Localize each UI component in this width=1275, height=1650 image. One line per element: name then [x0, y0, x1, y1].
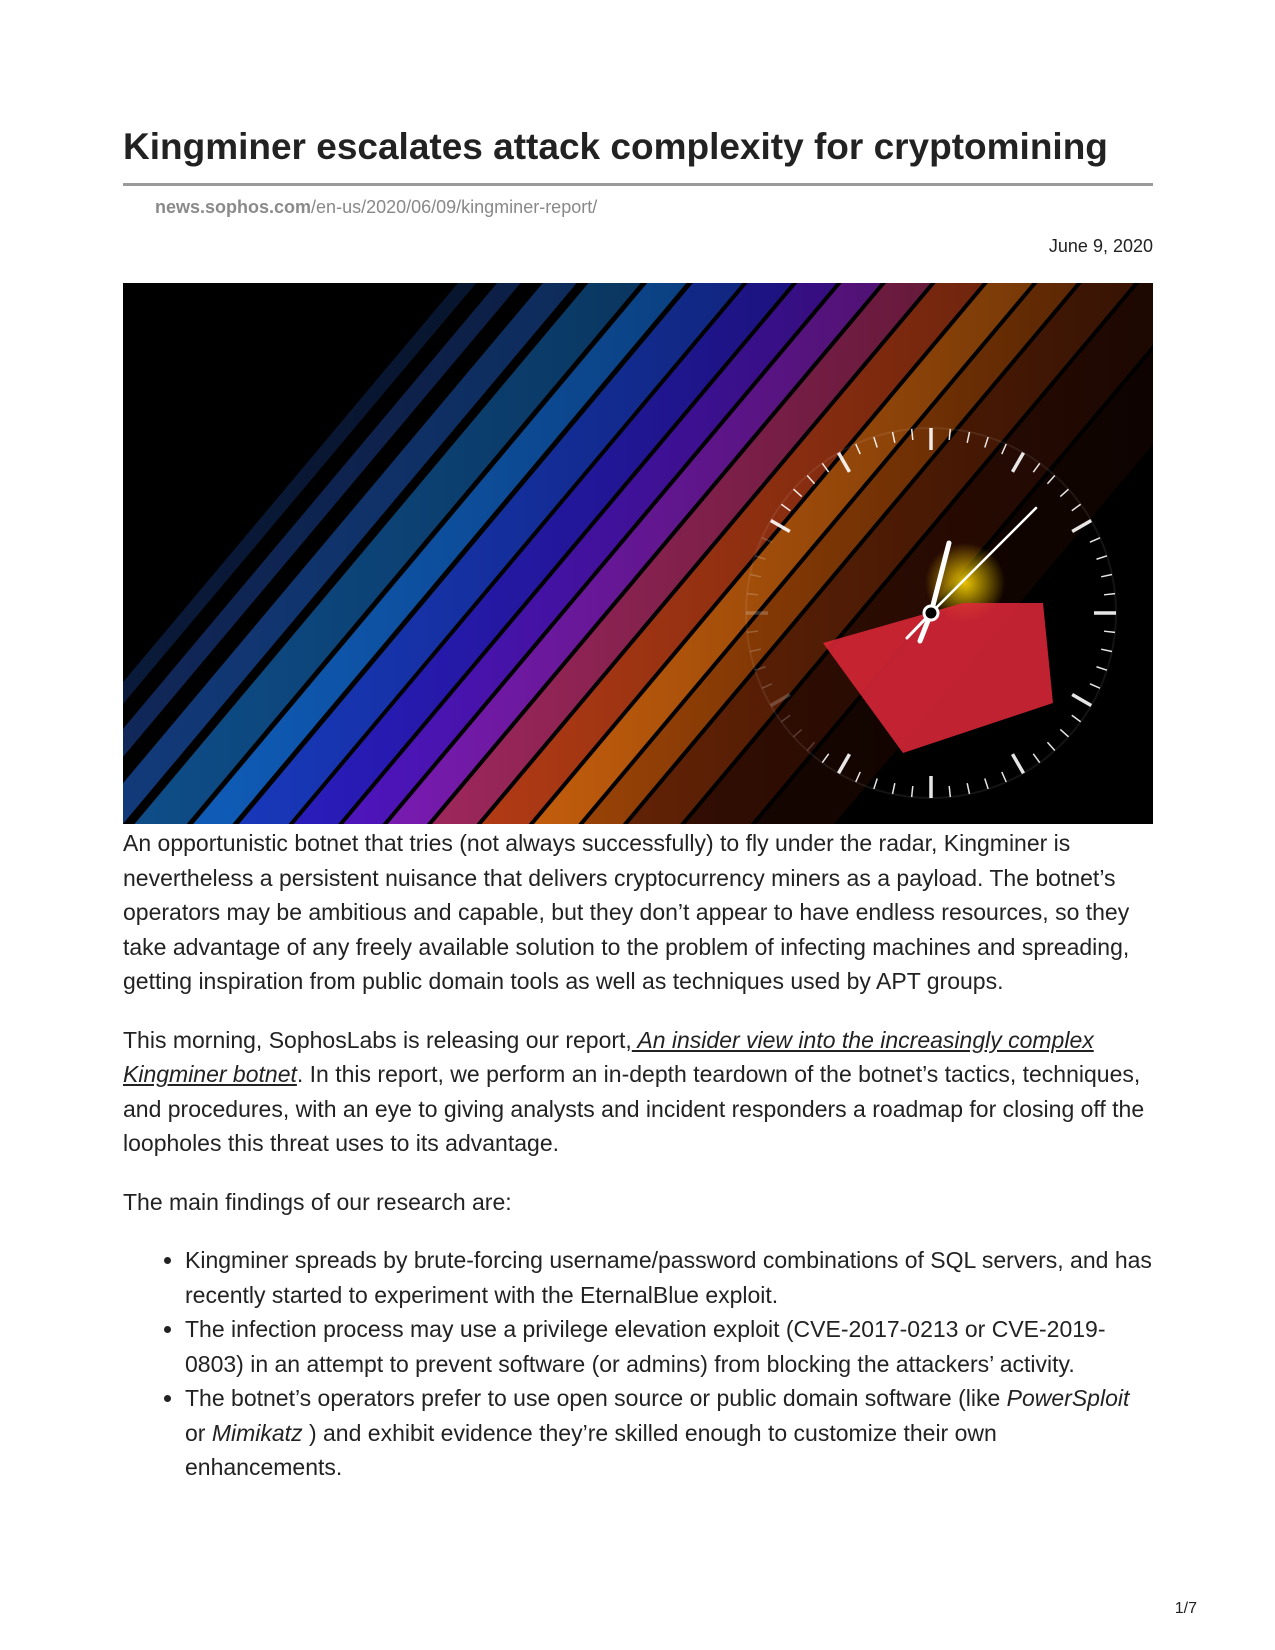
publish-date: June 9, 2020	[1048, 236, 1153, 256]
list-item: • Kingminer spreads by brute-forcing username/password combinations of SQL servers, and has recently started to experiment with the EternalBlue exploit.	[185, 1243, 1153, 1312]
paragraph-intro: An opportunistic botnet that tries (not always successfully) to fly under the radar, Kingminer is nevertheless a persistent nuisance that delivers cryptocurrency miners as a payload. The botnet’s operators may be ambitious and capable, but they don’t appear to have endless resources, so they take advantage of any freely available solution to the problem of infecting machines and spreading, getting inspiration from public domain tools as well as techniques used by APT groups.	[123, 830, 1130, 994]
report-link[interactable]: An insider view into the increasingly complex Kingminer botnet	[123, 1026, 1094, 1087]
source-path[interactable]: /en-us/2020/06/09/kingminer-report/	[311, 197, 598, 217]
tool-name-powersploit: PowerSploit	[1006, 1385, 1130, 1411]
source-url[interactable]	[155, 197, 597, 218]
article-title: Kingminer escalates attack complexity for cryptomining	[123, 126, 1108, 167]
finding-text: ) and exhibit evidence they’re skilled enough to customize their own enhancements.	[185, 1419, 997, 1480]
title-divider	[123, 183, 1153, 186]
finding-text: or	[185, 1419, 212, 1446]
paragraph-report-text-after: . In this report, we perform an in-depth teardown of the botnet’s tactics, techniques, and procedures, with an eye to giving analysts and incident responders a roadmap for closing off the loopholes this threat uses to its advantage.	[123, 1061, 1145, 1156]
hero-image	[123, 283, 1153, 824]
paragraph-report	[123, 1023, 1153, 1161]
paragraph-findings-intro: The main findings of our research are:	[123, 1188, 512, 1215]
article-body	[123, 826, 1153, 1485]
abstract-clock-streaks-image	[123, 283, 1153, 824]
page-number: 1/7	[1174, 1600, 1197, 1617]
findings-list	[123, 1243, 1153, 1485]
list-item	[185, 1381, 1153, 1485]
finding-text: The botnet’s operators prefer to use open source or public domain software (like	[185, 1385, 1007, 1411]
list-item: • The infection process may use a privilege elevation exploit (CVE-2017-0213 or CVE-2019-0803) in an attempt to prevent software (or admins) from blocking the attackers’ activity.	[185, 1312, 1153, 1381]
source-domain[interactable]: news.sophos.com	[155, 197, 312, 217]
paragraph-report-text-before: This morning, SophosLabs is releasing our report,	[123, 1026, 632, 1053]
tool-name-mimikatz: Mimikatz	[211, 1419, 303, 1446]
